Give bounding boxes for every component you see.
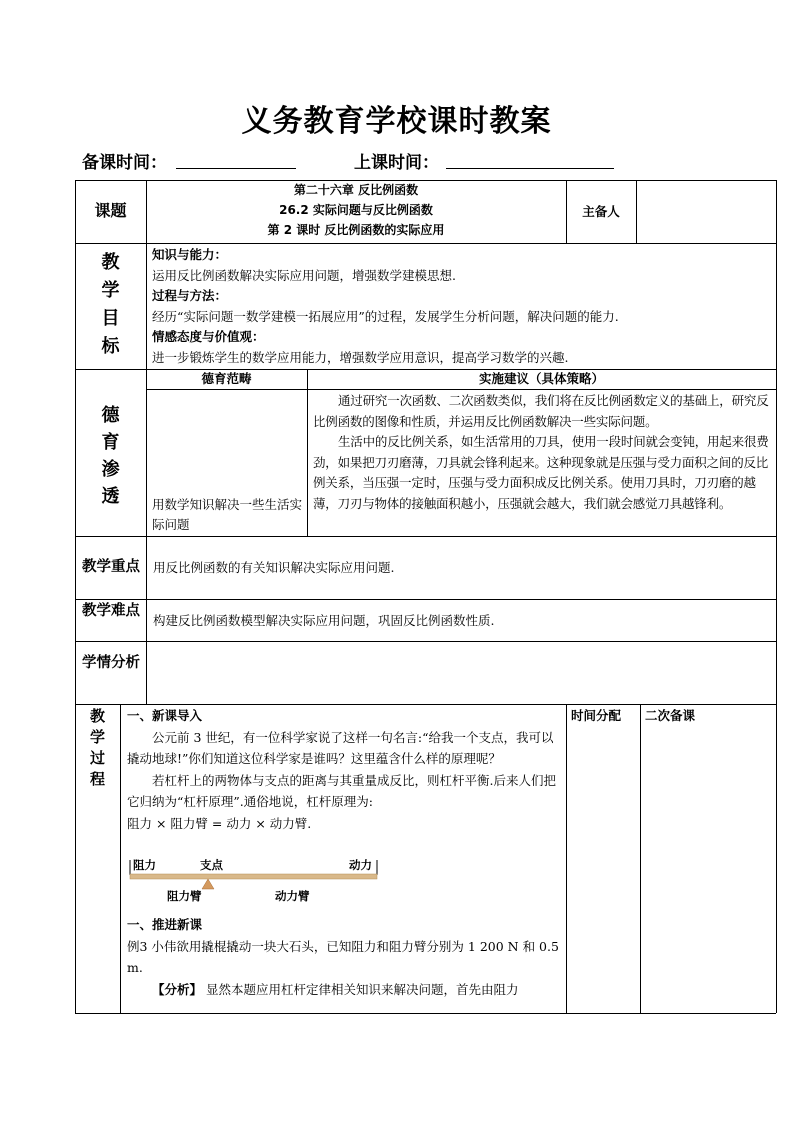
moral-strategy — [313, 391, 773, 514]
lever-label-effort: 动力 — [349, 858, 372, 872]
process-label-char: 程 — [89, 770, 105, 788]
goals-text-knowledge: 运用反比例函数解决实际应用问题，增强数学建模思想. — [152, 267, 456, 283]
lever-svg — [127, 857, 379, 907]
prep-time-blank[interactable] — [176, 168, 296, 169]
goals-heading-attitude: 情感态度与价值观： — [152, 329, 265, 344]
lever-label-resistance: 阻力 — [133, 858, 156, 872]
goals-label-char: 教 — [101, 252, 120, 273]
goals-label — [75, 250, 146, 362]
moral-label — [75, 402, 146, 510]
difficulty-text: 构建反比例函数模型解决实际应用问题，巩固反比例函数性质. — [153, 613, 495, 628]
moral-label-char: 透 — [101, 486, 120, 507]
class-time-label: 上课时间： — [354, 153, 439, 173]
lever-formula: 阻力 × 阻力臂 = 动力 × 动力臂. — [127, 815, 312, 831]
goals-heading-knowledge: 知识与能力： — [152, 247, 228, 262]
moral-label-char: 德 — [101, 405, 120, 426]
moral-strategy-header: 实施建议（具体策略） — [478, 371, 604, 386]
goals-heading-process: 过程与方法： — [152, 288, 228, 303]
second-prep-header: 二次备课 — [645, 708, 696, 723]
class-time-blank[interactable] — [446, 168, 614, 169]
goals-label-char: 学 — [101, 280, 120, 301]
section-intro-p2: 若杠杆上的两物体与支点的距离与其重量成反比，则杠杆平衡.后来人们把它归纳为“杠杆原理”.通俗地说，杠杆原理为: — [127, 772, 556, 809]
lever-label-resistance-arm: 阻力臂 — [167, 889, 202, 903]
example-3: 例3 小伟欲用撬棍撬动一块大石头，已知阻力和阻力臂分别为 1 200 N 和 0.5 m. — [127, 938, 559, 975]
lever-diagram — [127, 857, 379, 907]
fulcrum-triangle — [202, 879, 214, 889]
section-new-title: 一、推进新课 — [127, 917, 203, 932]
process-label — [75, 706, 120, 790]
topic-section: 26.2 实际问题与反比例函数 — [279, 203, 433, 217]
analysis-text: 显然本题应用杠杆定律相关知识来解决问题，首先由阻力 — [202, 981, 519, 997]
goals-text-process: 经历“实际问题一数学建模一拓展应用”的过程，发展学生分析问题，解决问题的能力. — [152, 308, 619, 324]
process-label-char: 过 — [89, 749, 105, 767]
moral-label-char: 渗 — [101, 459, 120, 480]
preparer-value-cell[interactable] — [637, 181, 775, 242]
moral-category: 用数学知识解决一些生活实际问题 — [152, 497, 303, 532]
preparer-label: 主备人 — [582, 204, 620, 219]
analysis-tag: 【分析】 — [152, 981, 203, 997]
section-intro-p1: 公元前 3 世纪，有一位科学家说了这样一句名言:“给我一个支点，我可以撬动地球!”你们知道这位科学家是谁吗？这里蕴含什么样的原理呢？ — [127, 729, 554, 766]
student-analysis-label: 学情分析 — [82, 655, 140, 671]
process-label-char: 学 — [89, 728, 105, 746]
moral-category-header: 德育范畴 — [201, 371, 252, 386]
moral-strategy-p2: 生活中的反比例关系，如生活常用的刀具，使用一段时间就会变钝，用起来很费劲，如果把刀刃磨薄，刀具就会锋利起来。这种现象就是压强与受力面积之间的反比例关系，当压强一定时，压强与受力面积成反比例关系。使用刀具时，刀刃磨的越薄，刀刃与物体的接触面积越小，压强就会越大，我们就会感觉刀具越锋利。 — [313, 434, 769, 511]
section-intro-title: 一、新课导入 — [127, 708, 203, 723]
goals-text-attitude: 进一步锻炼学生的数学应用能力，增强数学应用意识，提高学习数学的兴趣. — [152, 349, 569, 365]
process-content — [127, 705, 563, 834]
topic-chapter: 第二十六章 反比例函数 — [293, 183, 419, 197]
difficulty-label: 教学难点 — [82, 603, 140, 619]
moral-label-char: 育 — [101, 432, 120, 453]
lever-label-fulcrum: 支点 — [200, 858, 223, 872]
topic-lesson: 第 2 课时 反比例函数的实际应用 — [267, 223, 445, 237]
lever-label-effort-arm: 动力臂 — [275, 889, 310, 903]
time-allocation-header: 时间分配 — [571, 708, 622, 723]
key-point-text: 用反比例函数的有关知识解决实际应用问题. — [153, 560, 395, 575]
topic-label: 课题 — [94, 201, 127, 220]
key-point-label: 教学重点 — [82, 559, 140, 575]
moral-strategy-p1: 通过研究一次函数、二次函数类似，我们将在反比例函数定义的基础上，研究反比例函数的图像和性质，并运用反比例函数解决一些实际问题。 — [313, 393, 769, 429]
process-content-2 — [127, 914, 563, 1000]
process-label-char: 教 — [89, 707, 105, 725]
lever-bar — [130, 874, 377, 879]
student-analysis-cell[interactable] — [147, 642, 775, 703]
goals-label-char: 标 — [101, 336, 120, 357]
goals-content — [152, 245, 619, 368]
topic-content — [146, 180, 566, 240]
document-title: 义务教育学校课时教案 — [241, 104, 552, 139]
prep-time-label: 备课时间： — [82, 153, 167, 173]
goals-label-char: 目 — [101, 308, 120, 329]
